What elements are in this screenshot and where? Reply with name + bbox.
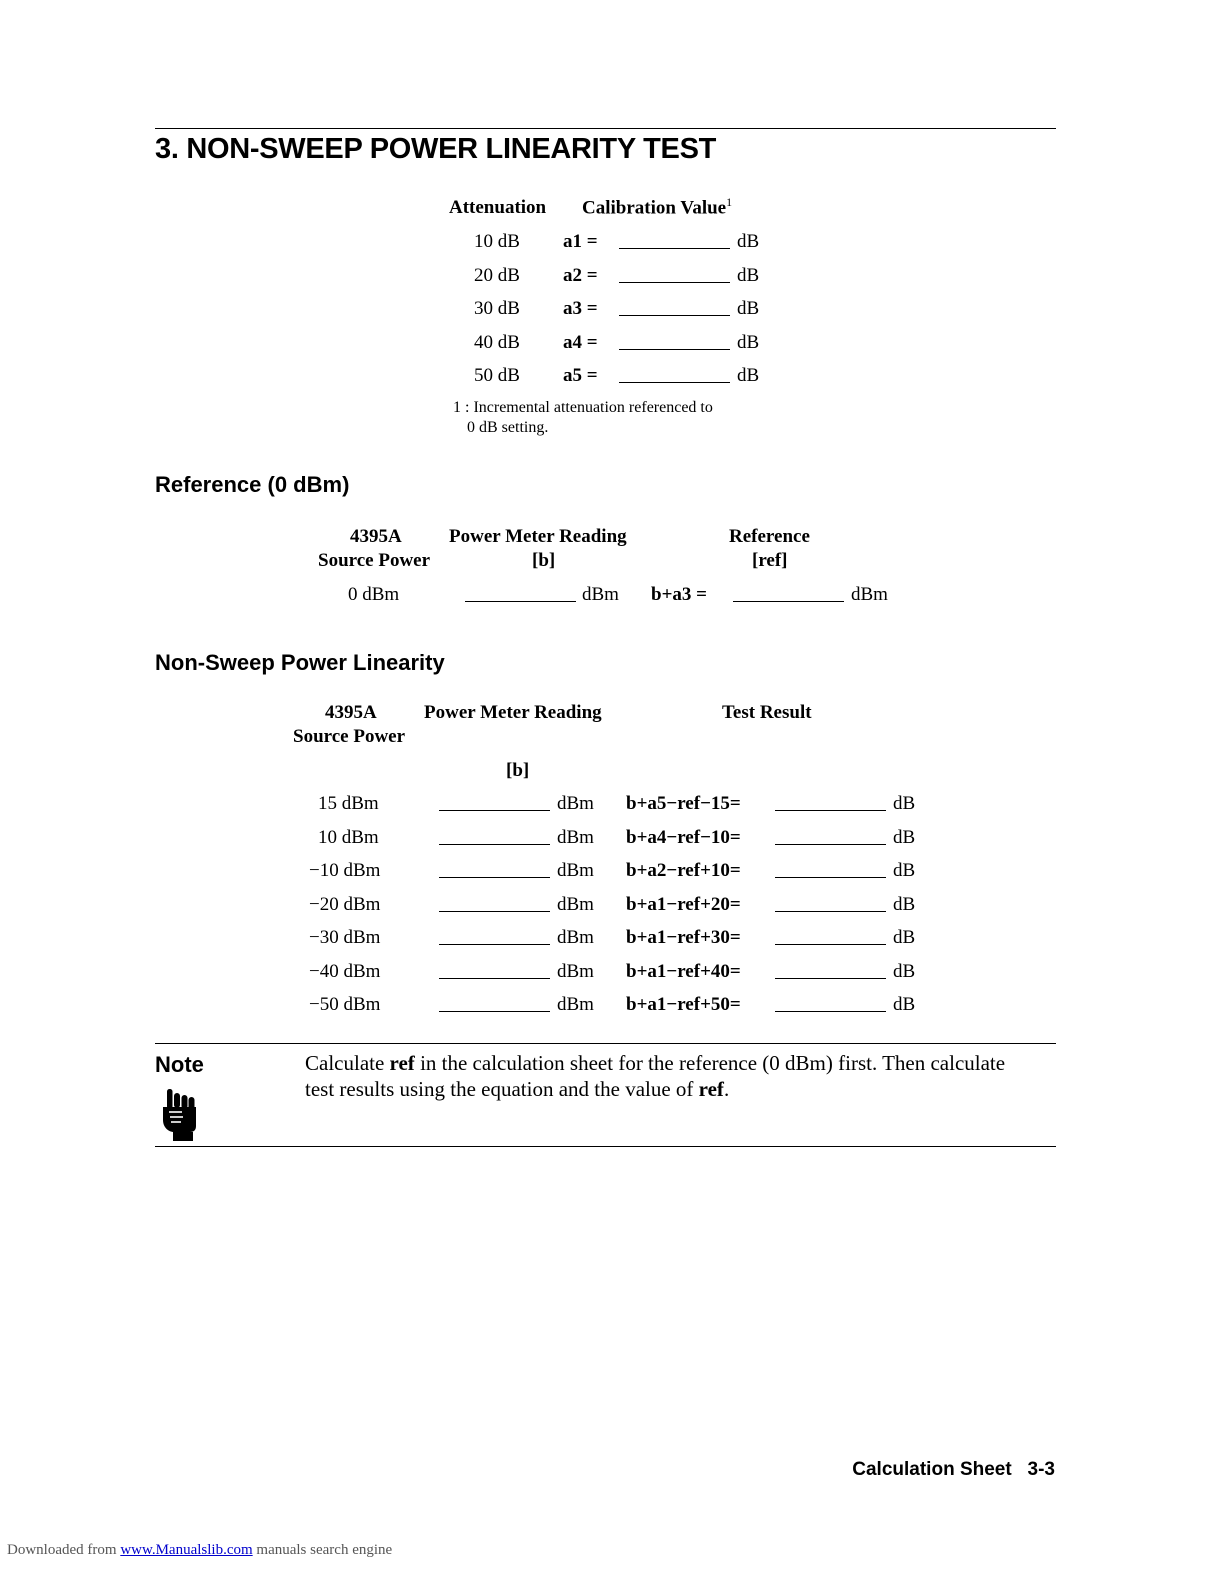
- ref-col-meter-reading: Power Meter Reading: [449, 526, 627, 547]
- calibration-label: a1 =: [563, 231, 598, 252]
- calibration-label: a4 =: [563, 332, 598, 353]
- ref-source-power: 0 dBm: [348, 584, 400, 605]
- calibration-unit: dB: [737, 265, 760, 286]
- meter-reading-unit: dBm: [557, 860, 594, 881]
- calibration-label: a5 =: [563, 365, 598, 386]
- calibration-blank[interactable]: [619, 349, 730, 350]
- calibration-label: a2 =: [563, 265, 598, 286]
- note-bold-ref-2: ref: [698, 1077, 724, 1101]
- meter-reading-unit: dBm: [557, 793, 594, 814]
- ref-value-blank[interactable]: [733, 601, 844, 602]
- note-text-1: Calculate: [305, 1051, 390, 1075]
- test-result-unit: dB: [893, 827, 916, 848]
- manualslib-link[interactable]: www.Manualslib.com: [120, 1542, 253, 1558]
- source-power-value: −30 dBm: [309, 927, 381, 948]
- note-label: Note: [155, 1052, 204, 1077]
- source-power-value: −10 dBm: [309, 860, 381, 881]
- top-rule: [155, 128, 1056, 129]
- lin-col-source-model: 4395A: [325, 702, 377, 723]
- lin-col-test-result: Test Result: [722, 702, 812, 723]
- test-result-unit: dB: [893, 793, 916, 814]
- note-bold-ref-1: ref: [389, 1051, 415, 1075]
- ref-col-meter-b: [b]: [532, 550, 556, 571]
- test-result-blank[interactable]: [775, 978, 886, 979]
- meter-reading-unit: dBm: [557, 894, 594, 915]
- test-result-blank[interactable]: [775, 1011, 886, 1012]
- meter-reading-unit: dBm: [557, 827, 594, 848]
- ref-col-ref: [ref]: [752, 550, 788, 571]
- calibration-blank[interactable]: [619, 248, 730, 249]
- linearity-heading: Non-Sweep Power Linearity: [155, 650, 445, 675]
- atten-value: 10 dB: [474, 231, 520, 252]
- note-text-3: .: [723, 1077, 730, 1101]
- meter-reading-blank[interactable]: [439, 978, 550, 979]
- ref-equation: b+a3 =: [651, 584, 707, 605]
- meter-reading-blank[interactable]: [439, 810, 550, 811]
- test-result-unit: dB: [893, 860, 916, 881]
- test-result-blank[interactable]: [775, 844, 886, 845]
- meter-reading-blank[interactable]: [439, 1011, 550, 1012]
- test-result-unit: dB: [893, 894, 916, 915]
- calibration-unit: dB: [737, 231, 760, 252]
- ref-col-source-model: 4395A: [350, 526, 402, 547]
- atten-value: 40 dB: [474, 332, 520, 353]
- test-equation: b+a1−ref+40=: [626, 961, 741, 982]
- note-text: [305, 1050, 1035, 1102]
- ref-col-reference: Reference: [729, 526, 810, 547]
- test-result-unit: dB: [893, 994, 916, 1015]
- calibration-unit: dB: [737, 365, 760, 386]
- lin-col-meter-b: [b]: [506, 760, 530, 781]
- footnote-mark: 1: [726, 195, 733, 209]
- atten-value: 20 dB: [474, 265, 520, 286]
- calibration-value-label: Calibration Value: [582, 197, 727, 219]
- source-power-value: 10 dBm: [318, 827, 379, 848]
- calibration-label: a3 =: [563, 298, 598, 319]
- footer-section: Calculation Sheet: [852, 1459, 1012, 1480]
- ref-reading-unit: dBm: [582, 584, 619, 605]
- meter-reading-unit: dBm: [557, 927, 594, 948]
- ref-value-unit: dBm: [851, 584, 888, 605]
- atten-value: 50 dB: [474, 365, 520, 386]
- download-banner: [7, 1542, 392, 1559]
- lin-col-meter-reading: Power Meter Reading: [424, 702, 602, 723]
- note-top-rule: [155, 1043, 1056, 1044]
- calibration-blank[interactable]: [619, 382, 730, 383]
- test-result-unit: dB: [893, 961, 916, 982]
- meter-reading-blank[interactable]: [439, 944, 550, 945]
- meter-reading-unit: dBm: [557, 994, 594, 1015]
- test-result-blank[interactable]: [775, 877, 886, 878]
- source-power-value: −40 dBm: [309, 961, 381, 982]
- ref-col-source-power: Source Power: [318, 550, 431, 571]
- calibration-unit: dB: [737, 298, 760, 319]
- download-prefix: Downloaded from: [7, 1542, 121, 1558]
- test-equation: b+a1−ref+50=: [626, 994, 741, 1015]
- page-title: 3. NON-SWEEP POWER LINEARITY TEST: [155, 133, 717, 165]
- reference-heading: Reference (0 dBm): [155, 472, 350, 497]
- calibration-blank[interactable]: [619, 282, 730, 283]
- test-result-blank[interactable]: [775, 944, 886, 945]
- lin-col-source-power: Source Power: [293, 726, 406, 747]
- test-equation: b+a5−ref−15=: [626, 793, 741, 814]
- test-equation: b+a1−ref+30=: [626, 927, 741, 948]
- atten-value: 30 dB: [474, 298, 520, 319]
- calibration-value-header: [582, 195, 732, 219]
- download-suffix: manuals search engine: [252, 1542, 393, 1558]
- footnote-line-2: 0 dB setting.: [467, 419, 549, 436]
- calibration-unit: dB: [737, 332, 760, 353]
- meter-reading-blank[interactable]: [439, 911, 550, 912]
- meter-reading-blank[interactable]: [439, 877, 550, 878]
- meter-reading-unit: dBm: [557, 961, 594, 982]
- test-result-blank[interactable]: [775, 911, 886, 912]
- test-equation: b+a4−ref−10=: [626, 827, 741, 848]
- pointing-hand-icon: [160, 1088, 200, 1142]
- footnote-line-1: 1 : Incremental attenuation referenced to: [453, 399, 713, 416]
- source-power-value: −50 dBm: [309, 994, 381, 1015]
- meter-reading-blank[interactable]: [439, 844, 550, 845]
- test-equation: b+a2−ref+10=: [626, 860, 741, 881]
- source-power-value: −20 dBm: [309, 894, 381, 915]
- footer-page-number: 3-3: [1027, 1459, 1055, 1480]
- test-result-blank[interactable]: [775, 810, 886, 811]
- ref-reading-blank[interactable]: [465, 601, 576, 602]
- note-text-2: in the calculation sheet for the reference (0 dBm) first. Then calculate test results using the equation and the value of: [305, 1051, 1006, 1101]
- test-result-unit: dB: [893, 927, 916, 948]
- test-equation: b+a1−ref+20=: [626, 894, 741, 915]
- attenuation-header: Attenuation: [449, 197, 547, 218]
- page-footer: [852, 1459, 1055, 1481]
- note-bottom-rule: [155, 1146, 1056, 1147]
- source-power-value: 15 dBm: [318, 793, 379, 814]
- calibration-blank[interactable]: [619, 315, 730, 316]
